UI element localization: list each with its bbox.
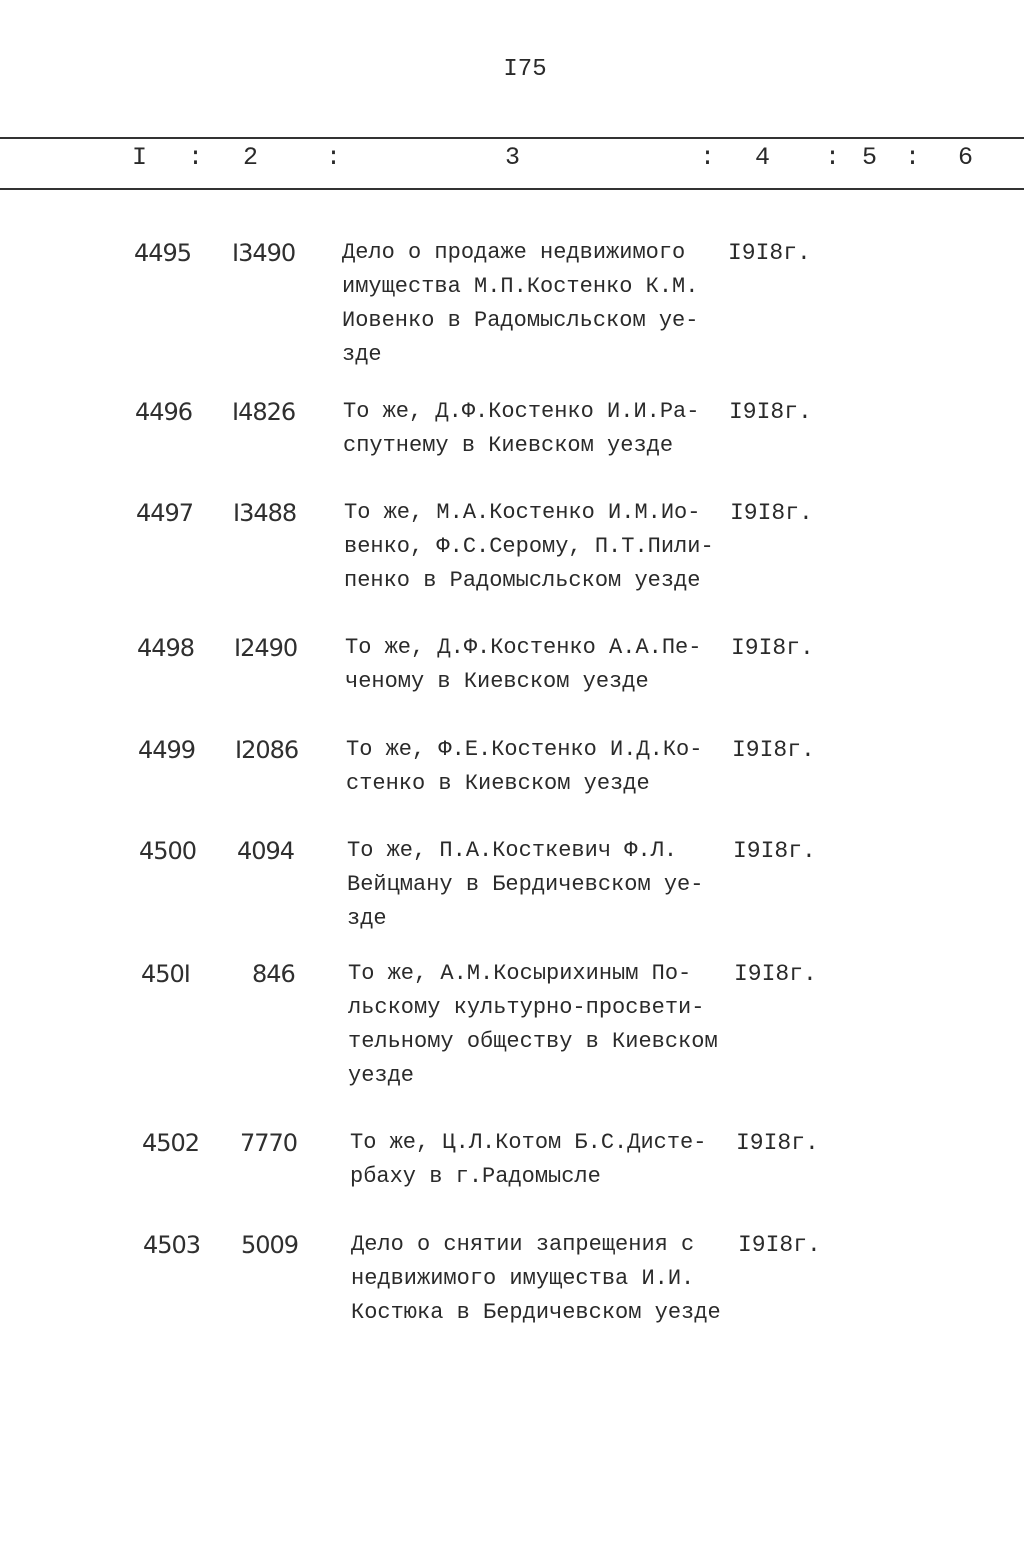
archive-number: 846 (252, 960, 295, 988)
entry-number: 4500 (139, 837, 197, 865)
entry-description: То же, П.А.Косткевич Ф.Л. Вейцману в Бердичевском уе- зде (347, 838, 704, 931)
column-header-4: 4 (755, 143, 771, 172)
entry-number: 4498 (137, 634, 195, 662)
archive-number: 4094 (237, 837, 295, 865)
page-number: I75 (503, 56, 547, 83)
header-rule-bottom (0, 188, 1024, 190)
entry-description: Дело о продаже недвижимого имущества М.П.Костенко К.М. Иовенко в Радомысльском уе- зде (342, 240, 699, 367)
archive-number: I2490 (234, 634, 298, 662)
entry-number: 4502 (142, 1129, 200, 1157)
column-separator: : (905, 143, 921, 172)
entry-year: I9I8г. (736, 1130, 819, 1156)
entry-description: То же, Ц.Л.Котом Б.С.Дисте- рбаху в г.Радомысле (350, 1130, 707, 1189)
entry-year: I9I8г. (730, 500, 813, 526)
entry-year: I9I8г. (738, 1232, 821, 1258)
entry-year: I9I8г. (733, 838, 816, 864)
entry-number: 4499 (138, 736, 196, 764)
column-header-3: 3 (505, 143, 521, 172)
column-header-2: 2 (243, 143, 259, 172)
entry-number: 4503 (143, 1231, 201, 1259)
column-separator: : (188, 143, 204, 172)
entry-year: I9I8г. (728, 240, 811, 266)
entry-description: То же, М.А.Костенко И.М.Ио- венко, Ф.С.Серому, П.Т.Пили- пенко в Радомысльском уезде (344, 500, 714, 593)
column-header-1: I (132, 143, 148, 172)
archive-number: I3488 (233, 499, 297, 527)
entry-description: То же, Д.Ф.Костенко И.И.Ра- спутнему в Киевском уезде (343, 399, 700, 458)
archive-number: I2086 (235, 736, 299, 764)
entry-number: 4497 (136, 499, 194, 527)
archive-number: 5009 (241, 1231, 299, 1259)
entry-year: I9I8г. (734, 961, 817, 987)
entry-description: То же, Д.Ф.Костенко А.А.Пе- ченому в Киевском уезде (345, 635, 702, 694)
column-separator: : (700, 143, 716, 172)
column-separator: : (825, 143, 841, 172)
header-rule-top (0, 137, 1024, 139)
archive-number: I3490 (232, 239, 296, 267)
entry-year: I9I8г. (732, 737, 815, 763)
entry-description: Дело о снятии запрещения с недвижимого имущества И.И. Костюка в Бердичевском уезде (351, 1232, 721, 1325)
archive-number: I4826 (232, 398, 296, 426)
entry-number: 4495 (134, 239, 192, 267)
entry-number: 450I (141, 960, 190, 988)
column-header-5: 5 (862, 143, 878, 172)
entry-year: I9I8г. (729, 399, 812, 425)
column-header-6: 6 (958, 143, 974, 172)
entry-description: То же, Ф.Е.Костенко И.Д.Ко- стенко в Киевском уезде (346, 737, 703, 796)
column-separator: : (326, 143, 342, 172)
entry-description: То же, А.М.Косырихиным По- льскому культурно-просвети- тельному обществу в Киевском уезде (348, 961, 718, 1088)
archive-number: 7770 (240, 1129, 298, 1157)
entry-number: 4496 (135, 398, 193, 426)
entry-year: I9I8г. (731, 635, 814, 661)
